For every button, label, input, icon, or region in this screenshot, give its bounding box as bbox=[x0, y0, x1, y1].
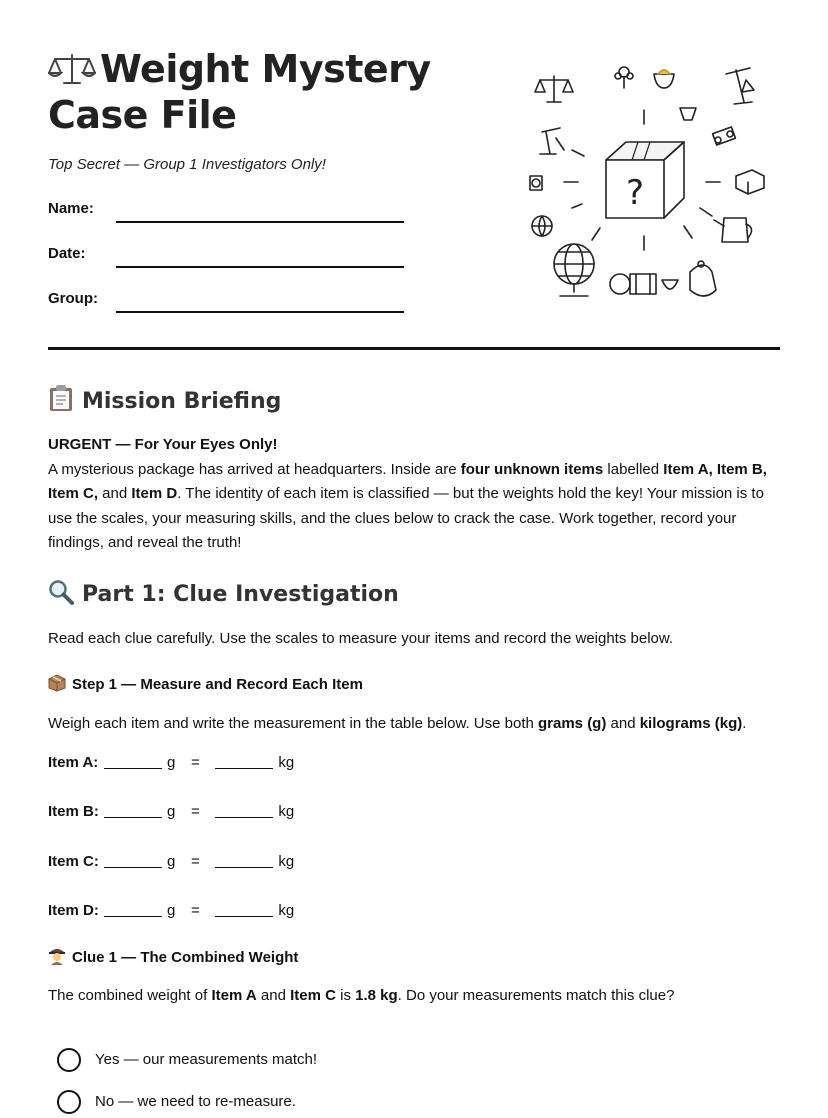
equals-sign: = bbox=[190, 803, 200, 820]
name-line[interactable] bbox=[116, 221, 404, 223]
magnifying-glass-icon bbox=[48, 579, 74, 611]
step1-title-text: Step 1 — Measure and Record Each Item bbox=[72, 676, 363, 693]
option-yes-label: Yes — our measurements match! bbox=[95, 1051, 318, 1068]
option-no-label: No — we need to re-measure. bbox=[95, 1093, 296, 1110]
clue-bold: Item A bbox=[211, 987, 257, 1004]
step1-instructions bbox=[48, 712, 788, 737]
item-a-label: Item A: bbox=[48, 754, 99, 771]
part1-intro: Read each clue carefully. Use the scales to measure your items and record the weights below. bbox=[48, 630, 674, 647]
item-c-label: Item C: bbox=[48, 853, 99, 870]
kg-unit: kg bbox=[278, 853, 295, 870]
clue1-title-text: Clue 1 — The Combined Weight bbox=[72, 949, 299, 966]
step1-bold: grams (g) bbox=[538, 715, 607, 732]
date-label: Date: bbox=[48, 245, 86, 262]
date-field[interactable] bbox=[48, 241, 408, 271]
item-a-row bbox=[48, 754, 294, 771]
item-c-grams-blank[interactable] bbox=[104, 854, 162, 868]
clue-segment: . Do your measurements match this clue? bbox=[397, 987, 675, 1004]
briefing-bold: Item A, Item B, Item C, bbox=[48, 460, 767, 502]
step1-segment: . bbox=[742, 715, 747, 732]
item-d-label: Item D: bbox=[48, 902, 99, 919]
step1-segment: and bbox=[606, 715, 640, 732]
clue-bold: 1.8 kg bbox=[355, 987, 398, 1004]
package-icon bbox=[48, 674, 66, 696]
briefing-bold: four unknown items bbox=[460, 460, 604, 478]
name-label: Name: bbox=[48, 200, 94, 217]
step1-bold: kilograms (kg) bbox=[639, 715, 743, 732]
grams-unit: g bbox=[167, 803, 176, 820]
urgent-label: URGENT — For Your Eyes Only! bbox=[48, 436, 278, 453]
svg-text:?: ? bbox=[625, 173, 645, 213]
name-field[interactable] bbox=[48, 196, 408, 226]
item-b-label: Item B: bbox=[48, 803, 99, 820]
item-c-row bbox=[48, 853, 294, 870]
clue-bold: Item C bbox=[290, 987, 336, 1004]
equals-sign: = bbox=[190, 902, 200, 919]
item-b-grams-blank[interactable] bbox=[104, 804, 162, 818]
clue-segment: The combined weight of bbox=[48, 987, 212, 1004]
date-line[interactable] bbox=[116, 266, 404, 268]
clue1-title bbox=[48, 945, 298, 969]
part1-heading bbox=[48, 579, 399, 611]
mission-heading bbox=[48, 384, 281, 418]
item-d-row bbox=[48, 902, 294, 919]
item-a-grams-blank[interactable] bbox=[104, 755, 162, 769]
mystery-box-illustration bbox=[520, 58, 780, 308]
grams-unit: g bbox=[167, 853, 176, 870]
grams-unit: g bbox=[167, 754, 176, 771]
kg-unit: kg bbox=[278, 902, 295, 919]
item-b-kg-blank[interactable] bbox=[215, 804, 273, 818]
clue-segment: is bbox=[335, 987, 356, 1004]
balance-scale-icon bbox=[48, 52, 96, 94]
kg-unit: kg bbox=[278, 754, 295, 771]
page-title bbox=[48, 48, 518, 136]
group-field[interactable] bbox=[48, 286, 408, 316]
briefing-segment: and bbox=[98, 485, 132, 502]
item-a-kg-blank[interactable] bbox=[215, 755, 273, 769]
item-d-kg-blank[interactable] bbox=[215, 903, 273, 917]
equals-sign: = bbox=[190, 853, 200, 870]
detective-icon bbox=[48, 945, 66, 969]
briefing-segment: labelled bbox=[603, 460, 664, 478]
group-label: Group: bbox=[48, 290, 98, 307]
item-b-row bbox=[48, 803, 294, 820]
group-line[interactable] bbox=[116, 311, 404, 313]
radio-yes[interactable] bbox=[57, 1048, 81, 1072]
kg-unit: kg bbox=[278, 803, 295, 820]
header-divider bbox=[48, 347, 780, 350]
mission-heading-text: Mission Briefing bbox=[82, 389, 282, 414]
item-d-grams-blank[interactable] bbox=[104, 903, 162, 917]
briefing-segment: A mysterious package has arrived at headquarters. Inside are bbox=[48, 460, 461, 478]
subtitle: Top Secret — Group 1 Investigators Only! bbox=[48, 156, 326, 173]
briefing-bold: Item D bbox=[131, 485, 178, 502]
step1-segment: Weigh each item and write the measurement in the table below. Use both bbox=[48, 715, 538, 732]
clipboard-icon bbox=[48, 384, 74, 418]
equals-sign: = bbox=[190, 754, 200, 771]
title-text: Weight Mystery Case File bbox=[48, 47, 431, 137]
clue-segment: and bbox=[256, 987, 291, 1004]
mission-briefing-text bbox=[48, 433, 788, 556]
item-c-kg-blank[interactable] bbox=[215, 854, 273, 868]
briefing-segment: . The identity of each item is classified — but the weights hold the key! Your mission is to use the scales, your measuring skills, and the clues below to crack the case. Work together, record your findings, and reveal the truth! bbox=[48, 485, 764, 551]
clue1-text bbox=[48, 984, 788, 1009]
part1-heading-text: Part 1: Clue Investigation bbox=[82, 582, 399, 607]
radio-no[interactable] bbox=[57, 1090, 81, 1114]
step1-title bbox=[48, 674, 363, 696]
grams-unit: g bbox=[167, 902, 176, 919]
